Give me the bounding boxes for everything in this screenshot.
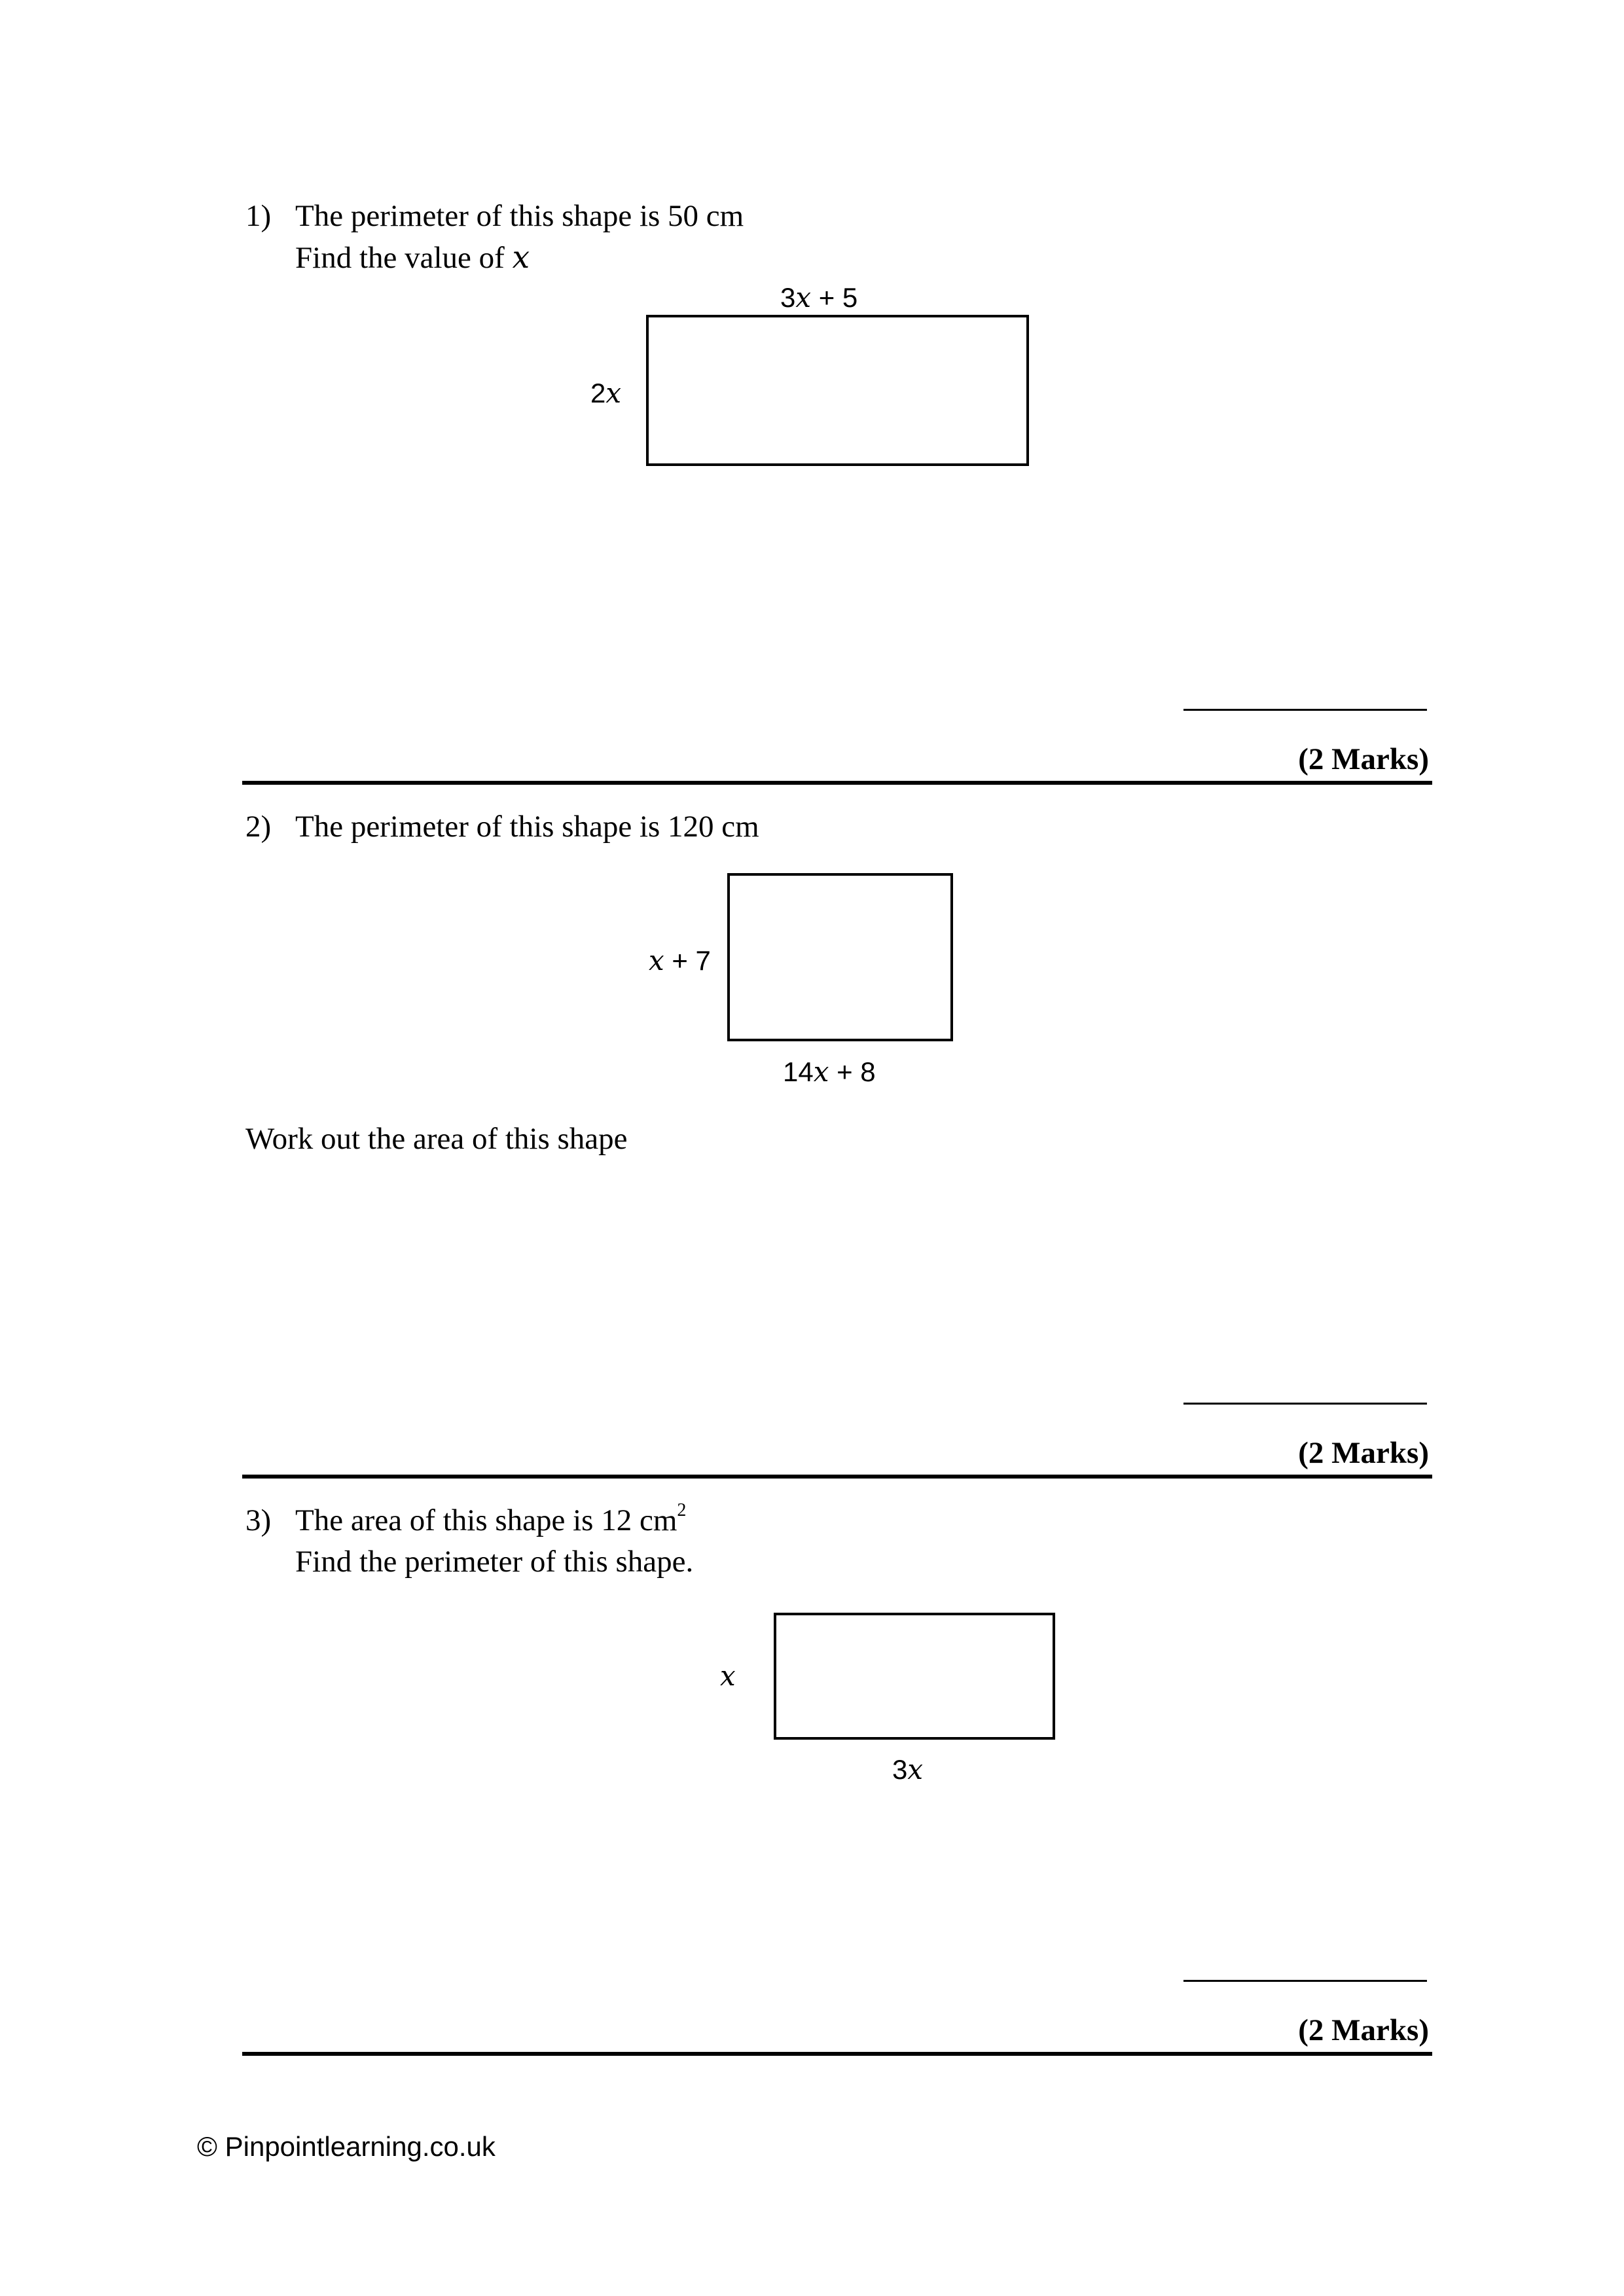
q1-answer-line[interactable] <box>1183 709 1427 711</box>
question-1-number: 1) <box>245 199 272 233</box>
question-2-text: The perimeter of this shape is 120 cm <box>295 810 759 844</box>
q3-rectangle <box>774 1613 1055 1740</box>
q1-left-label: 2x <box>590 377 622 409</box>
question-3-text: The area of this shape is 12 $cm^2$ <box>295 1500 687 1537</box>
question-3-number: 3) <box>245 1503 272 1537</box>
q1-top-label: 3x + 5 <box>780 281 858 314</box>
q3-bottom-label: 3x <box>892 1753 924 1785</box>
question-1-subtext: Find the value of x <box>295 240 530 276</box>
footer-copyright: © Pinpointlearning.co.uk <box>197 2131 496 2162</box>
q3-answer-line[interactable] <box>1183 1980 1427 1982</box>
q2-divider <box>242 1475 1432 1479</box>
q2-rectangle <box>727 873 953 1041</box>
q2-marks: (2 Marks) <box>1298 1436 1429 1470</box>
q1-marks: (2 Marks) <box>1298 742 1429 776</box>
q2-bottom-label: 14x + 8 <box>783 1056 876 1088</box>
question-2-task: Work out the area of this shape <box>245 1122 628 1156</box>
q2-answer-line[interactable] <box>1183 1403 1427 1405</box>
question-1-text: The perimeter of this shape is 50 cm <box>295 199 744 233</box>
q1-divider <box>242 781 1432 785</box>
q2-left-label: x + 7 <box>649 944 711 977</box>
question-3-subtext: Find the perimeter of this shape. <box>295 1545 694 1579</box>
q3-left-label: x <box>720 1660 736 1692</box>
q3-divider <box>242 2052 1432 2056</box>
q3-marks: (2 Marks) <box>1298 2013 1429 2047</box>
q1-rectangle <box>646 315 1029 466</box>
question-2-number: 2) <box>245 810 272 844</box>
